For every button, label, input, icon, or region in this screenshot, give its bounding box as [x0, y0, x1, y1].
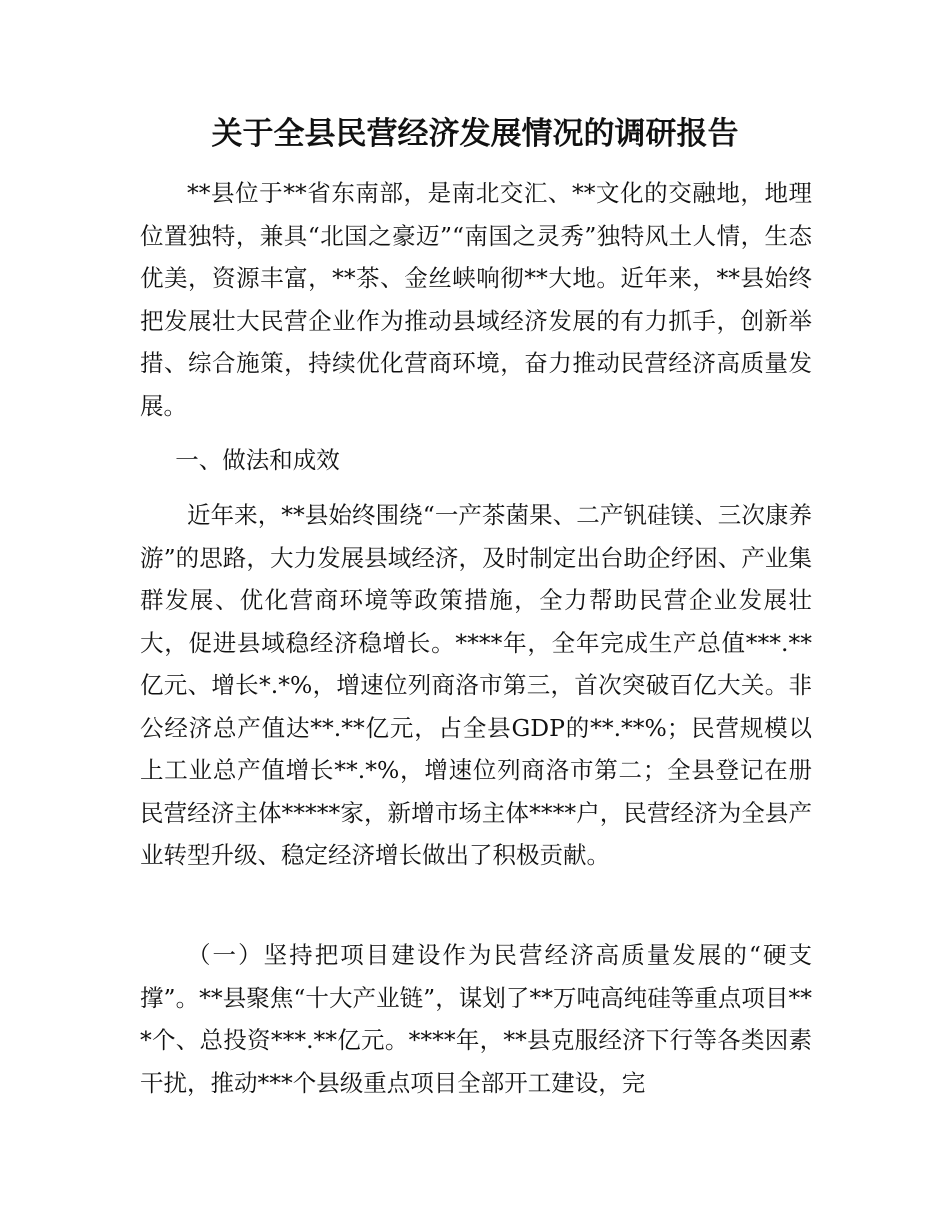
overview-paragraph: 近年来，**县始终围绕“一产茶菌果、二产钒硅镁、三次康养游”的思路，大力发展县域经济，及时制定出台助企纾困、产业集群发展、优化营商环境等政策措施，全力帮助民营企业发展壮大，促进县域稳经济稳增长。****年，全年完成生产总值***.**亿元、增长*.*%，增速位列商洛市第三，首次突破百亿大关。非公经济总产值达**.**亿元，占全县GDP的**.**%；民营规模以上工业总产值增长**.*%，增速位列商洛市第二；全县登记在册民营经济主体*****家，新增市场主体****户，民营经济为全县产业转型升级、稳定经济增长做出了积极贡献。 — [140, 501, 812, 869]
intro-paragraph: **县位于**省东南部，是南北交汇、**文化的交融地，地理位置独特，兼具“北国之豪迈”“南国之灵秀”独特风土人情，生态优美，资源丰富，**茶、金丝峡响彻**大地。近年来，**县始终把发展壮大民营企业作为推动县域经济发展的有力抓手，创新举措、综合施策，持续优化营商环境，奋力推动民营经济高质量发展。 — [140, 179, 812, 420]
document-title: 关于全县民营经济发展情况的调研报告 — [211, 116, 739, 152]
subsection-paragraph: （一）坚持把项目建设作为民营经济高质量发展的“硬支撑”。**县聚焦“十大产业链”，谋划了**万吨高纯硅等重点项目***个、总投资***.**亿元。****年，**县克服经济下行等各类因素干扰，推动***个县级重点项目全部开工建设，完 — [140, 941, 812, 1097]
section-heading: 一、做法和成效 — [175, 446, 340, 474]
